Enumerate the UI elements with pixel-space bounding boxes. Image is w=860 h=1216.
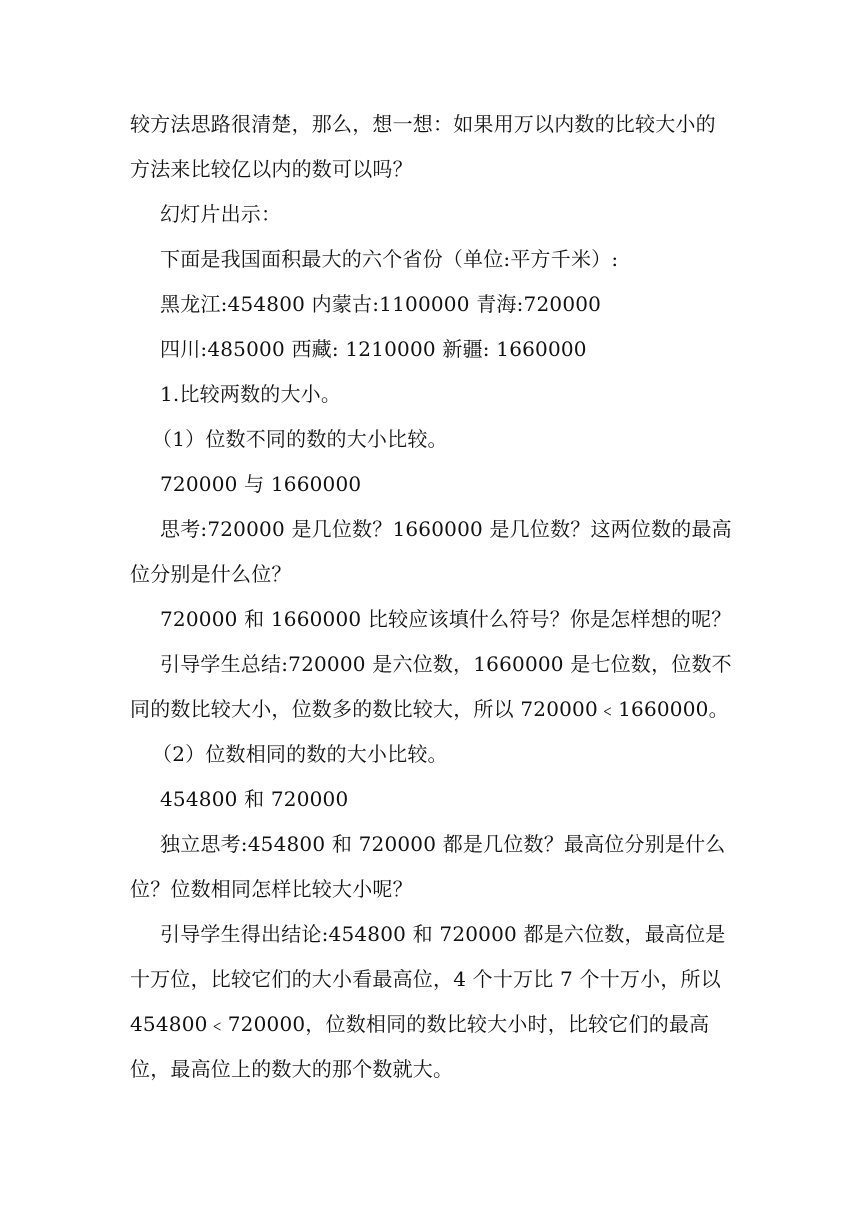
paragraph-subsection-2: （2）位数相同的数的大小比较。 xyxy=(152,742,448,766)
paragraph-intro: 较方法思路很清楚，那么，想一想：如果用万以内数的比较大小的方法来比较亿以内的数可以吗？ xyxy=(130,112,716,181)
paragraph-conclusion-2: 引导学生得出结论:454800 和 720000 都是六位数，最高位是十万位，比较它们的大小看最高位，4 个十万比 7 个十万小，所以 454800﹤720000，位数相同的数比较大小时，比较它们的最高位，最高位上的数大的那个数就大。 xyxy=(130,922,728,1081)
paragraph-question-1: 720000 和 1660000 比较应该填什么符号？你是怎样想的呢？ xyxy=(160,607,732,631)
paragraph-example-1: 720000 与 1660000 xyxy=(160,472,362,496)
paragraph-think-1: 思考:720000 是几位数？1660000 是几位数？这两位数的最高位分别是什么位？ xyxy=(130,517,732,586)
paragraph-think-2: 独立思考:454800 和 720000 都是几位数？最高位分别是什么位？位数相同怎样比较大小呢？ xyxy=(130,832,726,901)
paragraph-provinces-row-1: 黑龙江:454800 内蒙古:1100000 青海:720000 xyxy=(160,292,602,316)
document-body xyxy=(130,102,732,1092)
paragraph-section-1: 1.比较两数的大小。 xyxy=(160,382,342,406)
paragraph-provinces-heading: 下面是我国面积最大的六个省份（单位:平方千米）: xyxy=(160,247,619,271)
paragraph-subsection-1: （1）位数不同的数的大小比较。 xyxy=(152,427,448,451)
paragraph-provinces-row-2: 四川:485000 西藏: 1210000 新疆: 1660000 xyxy=(160,337,587,361)
paragraph-example-2: 454800 和 720000 xyxy=(160,787,349,811)
paragraph-summary-1: 引导学生总结:720000 是六位数，1660000 是七位数，位数不同的数比较大小，位数多的数比较大，所以 720000﹤1660000。 xyxy=(130,652,732,721)
paragraph-slide-show: 幻灯片出示： xyxy=(160,202,282,226)
